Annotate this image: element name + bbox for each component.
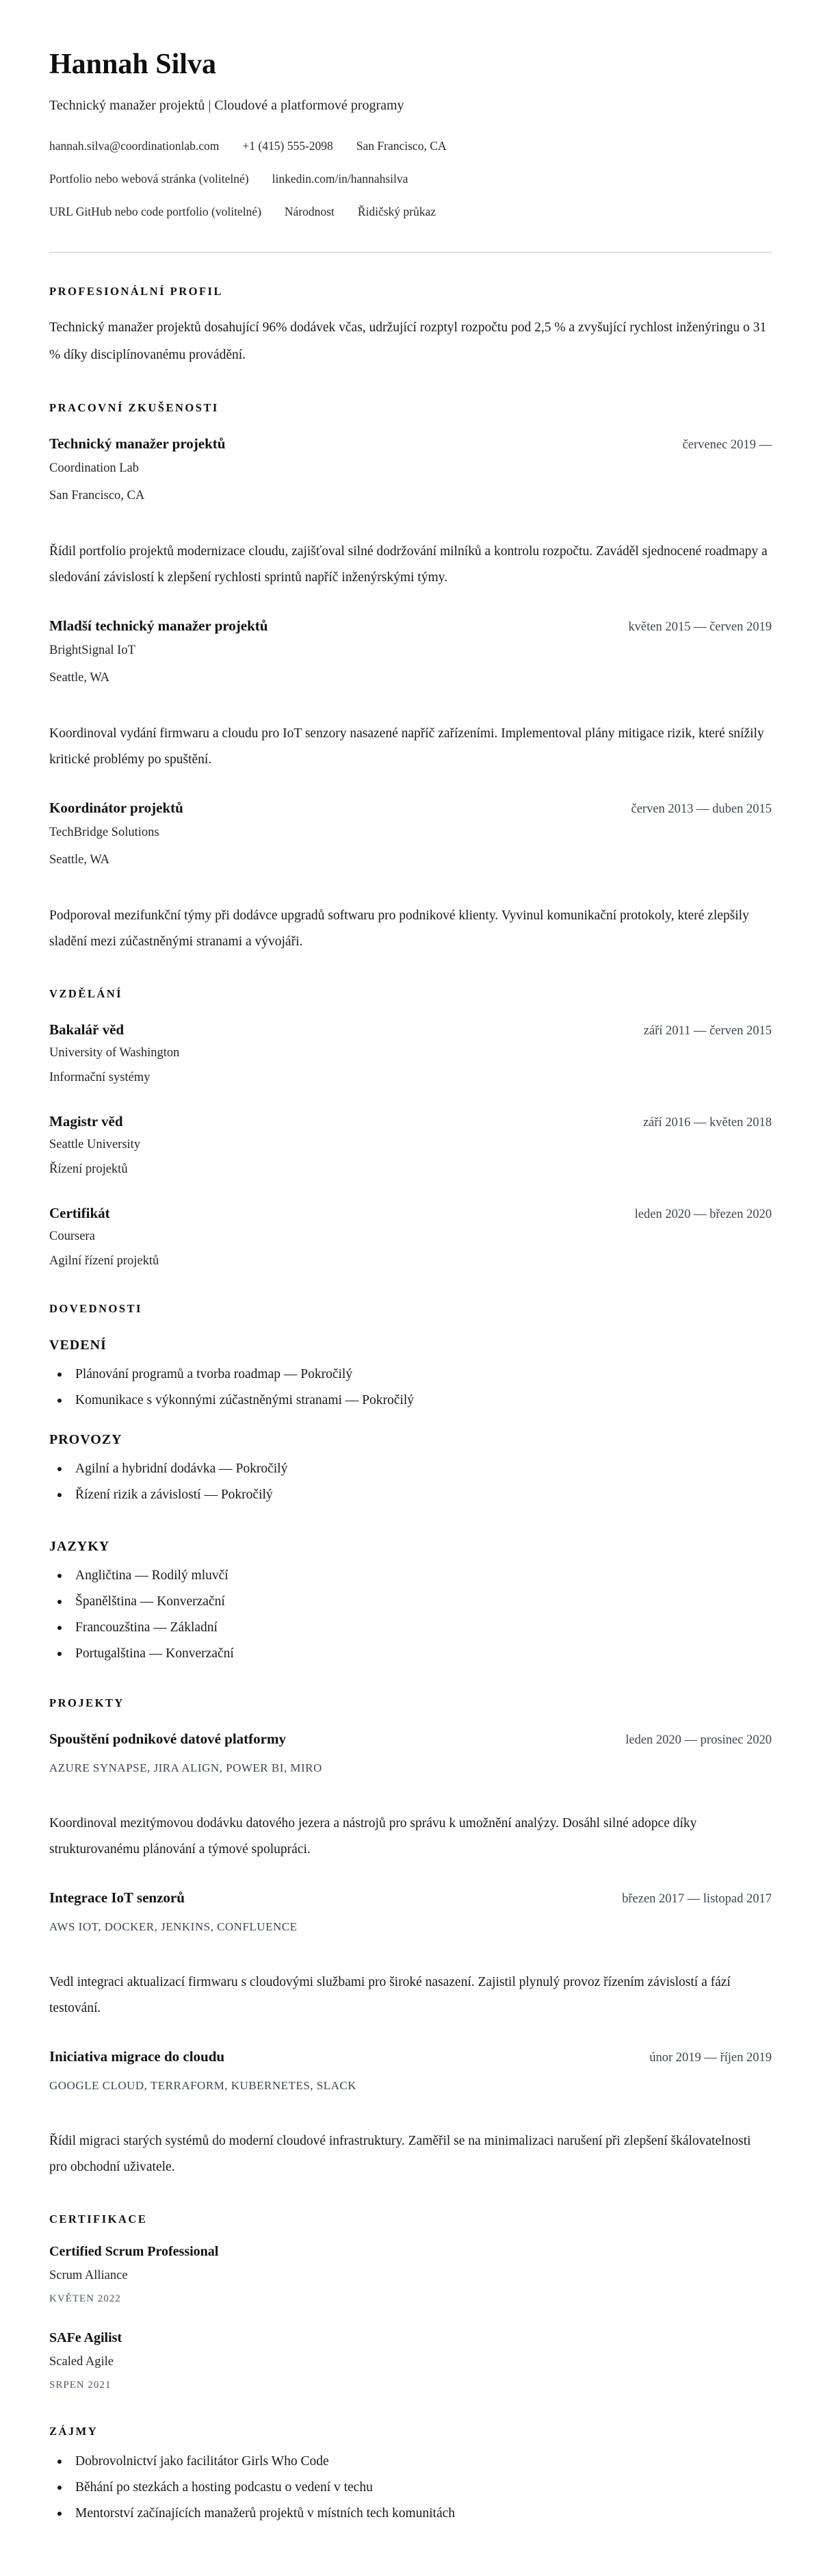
job-title: Technický manažer projektů bbox=[49, 435, 226, 452]
language-item-text: Francouzština — Základní bbox=[75, 1620, 218, 1635]
job-dates: červen 2013 — duben 2015 bbox=[631, 802, 772, 817]
project-description: Koordinoval mezitýmovou dodávku datového jezera a nástrojů pro správu k umožnění analýzy. Dosáhl silné adopce díky strukturovanému plánování a týmové spolupráci. bbox=[49, 1816, 697, 1857]
skill-item-text: Řízení rizik a závislostí — Pokročilý bbox=[75, 1488, 273, 1503]
section-heading-profile: PROFESIONÁLNÍ PROFIL bbox=[49, 285, 223, 298]
interest-item bbox=[49, 2503, 772, 2524]
skill-item-text: Agilní a hybridní dodávka — Pokročilý bbox=[75, 1462, 288, 1477]
contact-row bbox=[49, 203, 772, 220]
project-dates: březen 2017 — listopad 2017 bbox=[622, 1892, 772, 1907]
section-heading-projects: PROJEKTY bbox=[49, 1696, 125, 1710]
education-entry bbox=[49, 1203, 772, 1270]
interest-item bbox=[49, 2451, 772, 2472]
field-of-study: Agilní řízení projektů bbox=[49, 1254, 159, 1268]
field-of-study: Řízení projektů bbox=[49, 1162, 128, 1177]
job-entry-head bbox=[49, 433, 772, 454]
job-location: Seattle, WA bbox=[49, 671, 110, 685]
skill-item-text: Plánování programů a tvorba roadmap — Pokročilý bbox=[75, 1367, 353, 1382]
contact-license-label: Řidičský průkaz bbox=[357, 205, 436, 219]
language-item bbox=[49, 1566, 772, 1586]
contact-row bbox=[49, 170, 772, 188]
language-item-text: Angličtina — Rodilý mluvčí bbox=[75, 1568, 229, 1583]
section-profile bbox=[49, 284, 772, 369]
job-dates: červenec 2019 — bbox=[682, 438, 772, 452]
job-description: Řídil portfolio projektů modernizace cloudu, zajišťoval silné dodržování milníků a kontrolu rozpočtu. Zaváděl sjednocené roadmapy a sledování závislostí k zlepšení rychlosti sprintů napříč inženýrskými týmy. bbox=[49, 544, 768, 585]
certification-name: Certified Scrum Professional bbox=[49, 2244, 219, 2260]
job-entry bbox=[49, 615, 772, 773]
school-name: Seattle University bbox=[49, 1138, 141, 1152]
education-dates: září 2016 — květen 2018 bbox=[642, 1116, 772, 1130]
school-name: Coursera bbox=[49, 1229, 95, 1244]
education-entry bbox=[49, 1019, 772, 1086]
certification-issuer: Scaled Agile bbox=[49, 2355, 114, 2369]
job-description: Koordinoval vydání firmwaru a cloudu pro IoT senzory nasazené napříč zařízeními. Implementoval plány mitigace rizik, které snížily kritické problémy po spuštění. bbox=[49, 726, 764, 767]
job-title: Koordinátor projektů bbox=[49, 800, 183, 817]
education-entry bbox=[49, 1111, 772, 1178]
project-dates: leden 2020 — prosinec 2020 bbox=[625, 1733, 772, 1748]
language-item-text: Španělština — Konverzační bbox=[75, 1594, 225, 1609]
language-item bbox=[49, 1644, 772, 1664]
skill-list bbox=[49, 1459, 772, 1505]
project-title: Iniciativa migrace do cloudu bbox=[49, 2048, 225, 2065]
skill-item bbox=[49, 1390, 772, 1411]
section-heading-experience: PRACOVNÍ ZKUŠENOSTI bbox=[49, 401, 219, 415]
skill-item bbox=[49, 1459, 772, 1479]
project-tools: GOOGLE CLOUD, TERRAFORM, KUBERNETES, SLACK bbox=[49, 2079, 357, 2093]
section-heading-education: VZDĚLÁNÍ bbox=[49, 987, 123, 1001]
contact-phone: +1 (415) 555-2098 bbox=[242, 139, 333, 153]
project-dates: únor 2019 — říjen 2019 bbox=[649, 2051, 772, 2065]
degree-title: Certifikát bbox=[49, 1205, 110, 1222]
education-entry-head bbox=[49, 1111, 772, 1132]
skill-item bbox=[49, 1364, 772, 1385]
section-education bbox=[49, 986, 772, 1270]
interest-item-text: Mentorství začínajících manažerů projektů v místních tech komunitách bbox=[75, 2506, 456, 2521]
skill-group bbox=[49, 1336, 772, 1411]
resume-header bbox=[49, 48, 772, 253]
job-company: BrightSignal IoT bbox=[49, 643, 135, 658]
job-entry bbox=[49, 798, 772, 955]
certification-date: SRPEN 2021 bbox=[49, 2380, 112, 2391]
project-tools: AZURE SYNAPSE, JIRA ALIGN, POWER BI, MIRO bbox=[49, 1761, 322, 1775]
education-dates: leden 2020 — březen 2020 bbox=[634, 1208, 772, 1222]
certification-date: KVĚTEN 2022 bbox=[49, 2293, 121, 2305]
project-tools: AWS IOT, DOCKER, JENKINS, CONFLUENCE bbox=[49, 1920, 298, 1934]
section-heading-interests: ZÁJMY bbox=[49, 2425, 99, 2438]
language-list bbox=[49, 1566, 772, 1664]
skill-item bbox=[49, 1485, 772, 1505]
section-projects bbox=[49, 1696, 772, 2180]
skill-group bbox=[49, 1430, 772, 1505]
project-description: Řídil migraci starých systémů do moderní cloudové infrastruktury. Zaměřil se na minimalizaci narušení při zlepšení škálovatelnosti pro obchodní uživatele. bbox=[49, 2134, 751, 2175]
contact-location: San Francisco, CA bbox=[356, 139, 447, 153]
section-experience bbox=[49, 400, 772, 955]
language-item bbox=[49, 1618, 772, 1638]
job-company: TechBridge Solutions bbox=[49, 826, 159, 840]
interest-item bbox=[49, 2477, 772, 2498]
skill-group-title: PROVOZY bbox=[49, 1432, 122, 1448]
language-item bbox=[49, 1592, 772, 1612]
interest-list bbox=[49, 2451, 772, 2524]
certification-issuer: Scrum Alliance bbox=[49, 2269, 128, 2283]
contact-portfolio-label: Portfolio nebo webová stránka (volitelné) bbox=[49, 172, 249, 186]
skill-item-text: Komunikace s výkonnými zúčastněnými stranami — Pokročilý bbox=[75, 1393, 414, 1408]
contact-row bbox=[49, 137, 772, 155]
language-item-text: Portugalština — Konverzační bbox=[75, 1646, 234, 1661]
certification-name: SAFe Agilist bbox=[49, 2330, 122, 2346]
interest-item-text: Běhání po stezkách a hosting podcastu o vedení v techu bbox=[75, 2480, 373, 2495]
project-entry-head bbox=[49, 2046, 772, 2067]
contact-nationality-label: Národnost bbox=[284, 205, 335, 219]
certification-entry bbox=[49, 2242, 772, 2306]
school-name: University of Washington bbox=[49, 1046, 180, 1060]
job-location: San Francisco, CA bbox=[49, 489, 145, 503]
headline: Technický manažer projektů | Cloudové a platformové programy bbox=[49, 98, 404, 114]
section-skills bbox=[49, 1301, 772, 1664]
job-entry-head bbox=[49, 615, 772, 636]
education-dates: září 2011 — červen 2015 bbox=[643, 1024, 772, 1038]
skill-group-title: JAZYKY bbox=[49, 1539, 110, 1555]
job-description: Podporoval mezifunkční týmy při dodávce upgradů softwaru pro podnikové klienty. Vyvinul komunikační protokoly, které zlepšily sladění mezi zúčastněnými stranami a vývojáři. bbox=[49, 908, 749, 949]
job-location: Seattle, WA bbox=[49, 853, 110, 867]
education-entry-head bbox=[49, 1019, 772, 1040]
skill-list bbox=[49, 1364, 772, 1411]
contact-email: hannah.silva@coordinationlab.com bbox=[49, 139, 220, 153]
contact-linkedin: linkedin.com/in/hannahsilva bbox=[272, 172, 408, 186]
header-divider bbox=[49, 252, 772, 253]
project-entry bbox=[49, 2046, 772, 2180]
education-entry-head bbox=[49, 1203, 772, 1223]
profile-text: Technický manažer projektů dosahující 96% dodávek včas, udržující rozptyl rozpočtu pod 2,5 % a zvyšující rychlost inženýringu o 31 % díky disciplínovanému provádění. bbox=[49, 320, 767, 363]
section-interests bbox=[49, 2424, 772, 2524]
job-entry-head bbox=[49, 798, 772, 818]
job-company: Coordination Lab bbox=[49, 461, 140, 476]
section-heading-skills: DOVEDNOSTI bbox=[49, 1302, 142, 1316]
contact-block bbox=[49, 137, 772, 220]
degree-title: Bakalář věd bbox=[49, 1021, 125, 1038]
skill-group-title: VEDENÍ bbox=[49, 1338, 107, 1353]
project-description: Vedl integraci aktualizací firmwaru s cloudovými službami pro široké nasazení. Zajistil plynulý provoz řízením závislostí a fází testování. bbox=[49, 1975, 731, 2016]
project-entry-head bbox=[49, 1887, 772, 1908]
degree-title: Magistr věd bbox=[49, 1113, 123, 1130]
job-title: Mladší technický manažer projektů bbox=[49, 617, 268, 635]
project-entry-head bbox=[49, 1729, 772, 1749]
project-entry bbox=[49, 1729, 772, 1863]
job-dates: květen 2015 — červen 2019 bbox=[628, 620, 772, 635]
field-of-study: Informační systémy bbox=[49, 1071, 151, 1085]
interest-item-text: Dobrovolnictví jako facilitátor Girls Who Code bbox=[75, 2454, 329, 2469]
certification-entry bbox=[49, 2328, 772, 2393]
project-title: Integrace IoT senzorů bbox=[49, 1889, 185, 1907]
section-certifications bbox=[49, 2212, 772, 2393]
section-heading-certifications: CERTIFIKACE bbox=[49, 2212, 148, 2226]
skill-group bbox=[49, 1537, 772, 1664]
project-entry bbox=[49, 1887, 772, 2022]
project-title: Spouštění podnikové datové platformy bbox=[49, 1731, 286, 1748]
job-entry bbox=[49, 433, 772, 591]
page-title: Hannah Silva bbox=[49, 49, 216, 80]
contact-github-label: URL GitHub nebo code portfolio (volitelné) bbox=[49, 205, 261, 219]
